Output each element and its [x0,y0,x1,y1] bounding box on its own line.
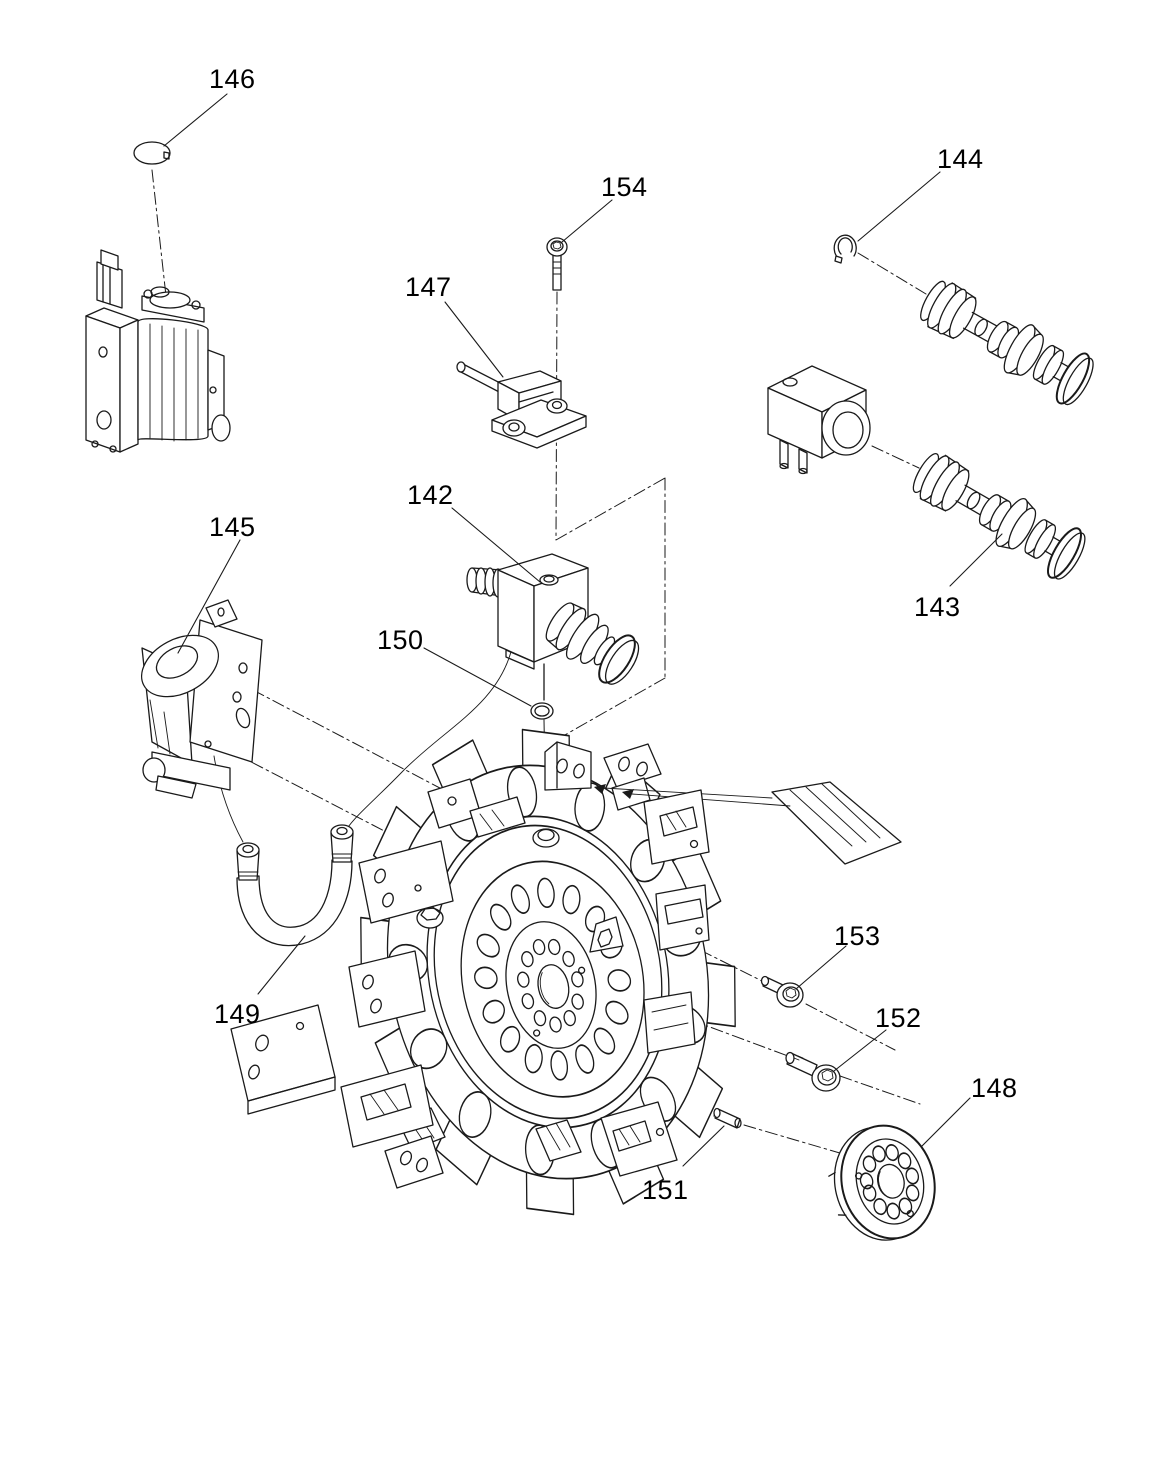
bracket-top [545,742,591,790]
valve-142 [467,554,646,700]
part-label-146: 146 [209,64,256,94]
part-label-152: 152 [875,1003,922,1033]
bracket-right-upper [644,790,709,864]
bracket-right-lower [644,992,695,1053]
bracket-right-mid [656,885,709,950]
pin-151 [714,1109,741,1129]
part-label-149: 149 [214,999,261,1029]
part-label-154: 154 [601,172,648,202]
snap-ring-144 [834,235,856,263]
part-label-144: 144 [937,144,984,174]
part-label-153: 153 [834,921,881,951]
damper-148 [820,1116,947,1251]
lever-147 [457,362,586,448]
hose-149 [237,825,353,946]
solenoid-assembly-top-left [86,250,230,452]
bolt-153 [762,977,804,1008]
o-ring-150 [531,703,553,719]
part-label-143: 143 [914,592,961,622]
screw-boss [533,829,559,847]
screw-154 [547,238,567,290]
valve-spool-144 [913,273,1099,410]
part-label-145: 145 [209,512,256,542]
solenoid-143 [768,366,870,474]
part-label-142: 142 [407,480,454,510]
part-label-147: 147 [405,272,452,302]
part-label-151: 151 [642,1175,689,1205]
valve-spool-143 [906,445,1092,584]
bracket-145 [131,600,262,798]
part-label-148: 148 [971,1073,1018,1103]
part-label-150: 150 [377,625,424,655]
bolt-152 [786,1053,840,1092]
